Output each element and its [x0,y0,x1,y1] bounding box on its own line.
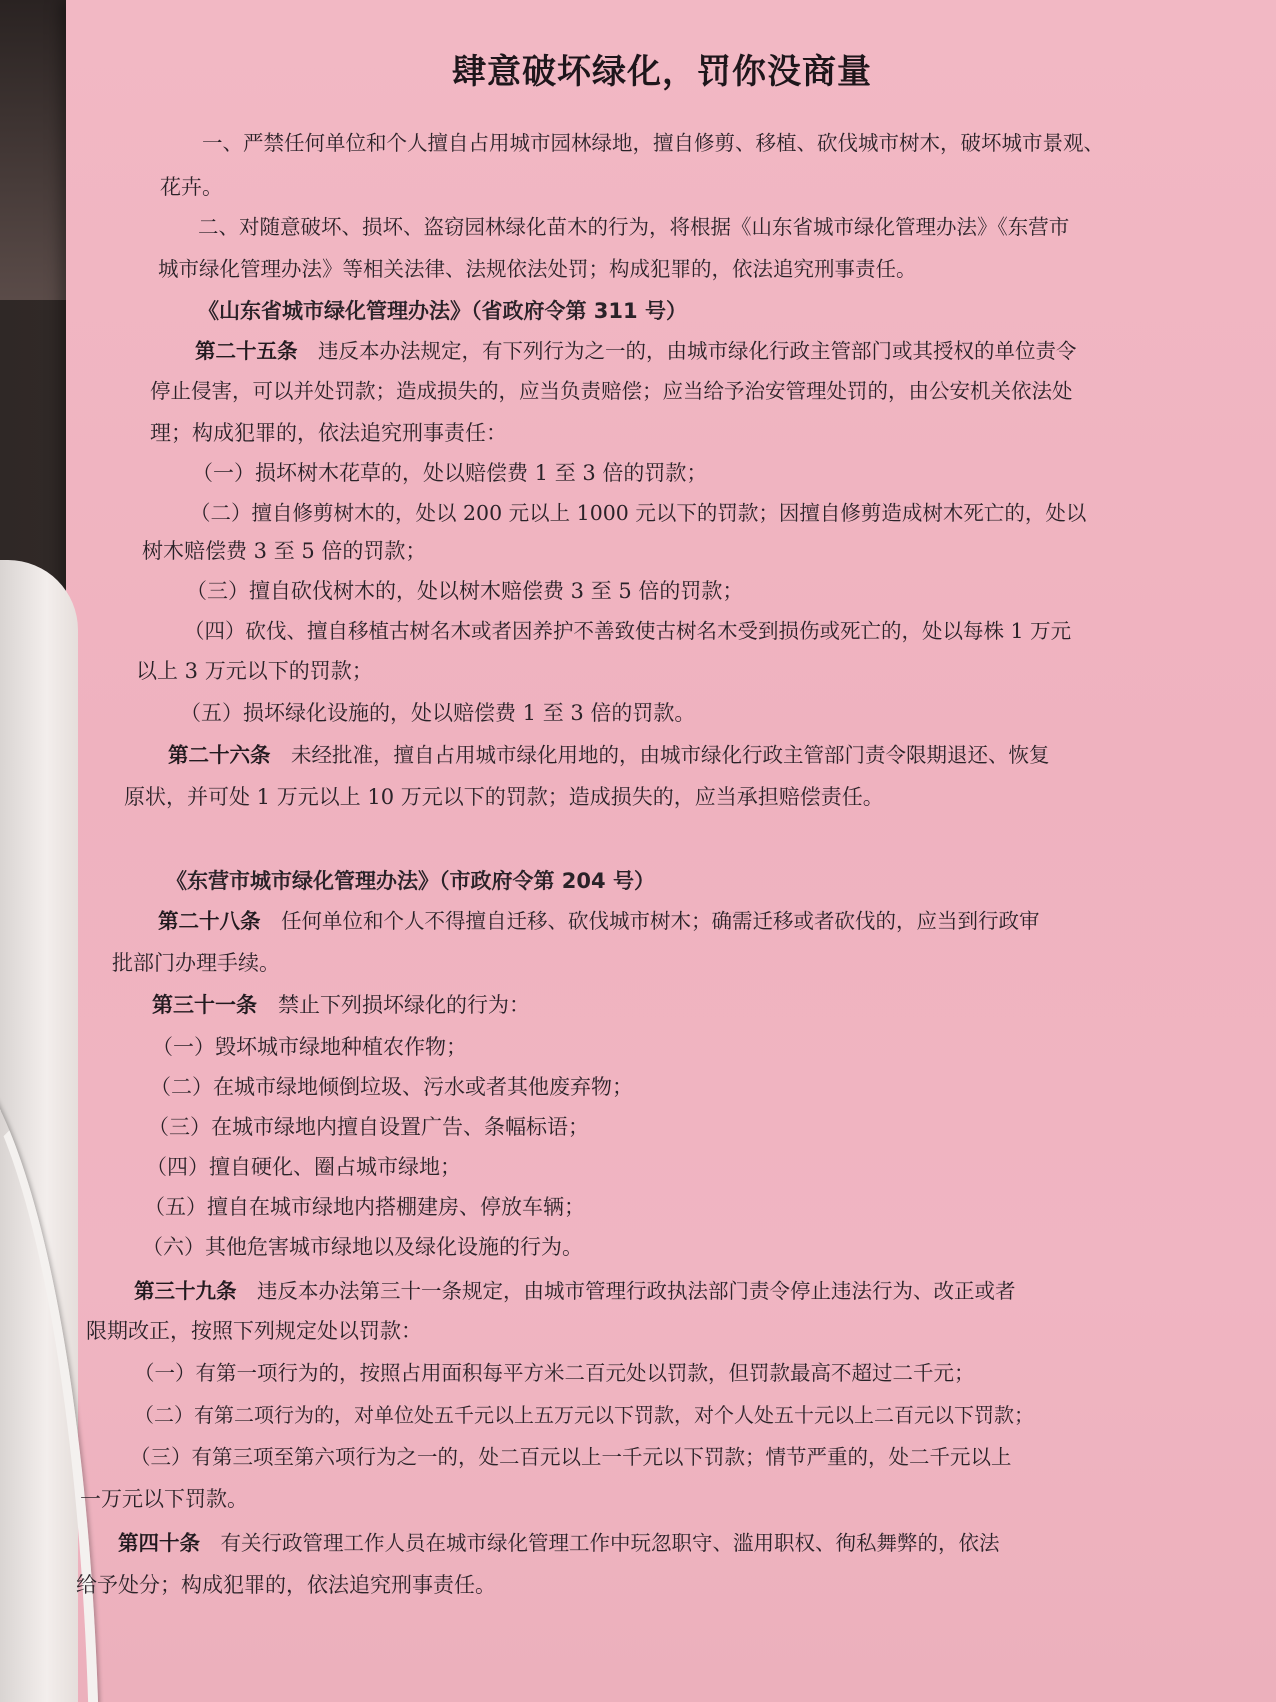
article-39-heading: 第三十九条 [134,1279,237,1303]
article-31-heading: 第三十一条 [152,993,257,1017]
article-31-item: （一）毁坏城市绿地种植农作物； [152,1035,467,1059]
article-40-text: 有关行政管理工作人员在城市绿化管理工作中玩忽职守、滥用职权、徇私舞弊的，依法 [220,1531,1000,1555]
article-31-item: （二）在城市绿地倾倒垃圾、污水或者其他废弃物； [150,1075,633,1099]
article-28-text: 任何单位和个人不得擅自迁移、砍伐城市树木；确需迁移或者砍伐的，应当到行政审 [281,909,1040,933]
article-25-item: （五）损坏绿化设施的，处以赔偿费 1 至 3 倍的罚款。 [180,701,696,725]
article-26-heading: 第二十六条 [168,743,271,767]
article-26-text: 未经批准，擅自占用城市绿化用地的，由城市绿化行政主管部门责令限期退还、恢复 [291,743,1050,767]
article-26-line [168,740,1050,770]
article-39-item: （二）有第二项行为的，对单位处五千元以上五万元以下罚款，对个人处五十元以上二百元以下罚款； [134,1403,1034,1427]
article-28-line [158,906,1040,936]
article-25-item: 树木赔偿费 3 至 5 倍的罚款； [142,539,427,563]
article-40-line: 给予处分；构成犯罪的，依法追究刑事责任。 [76,1573,496,1597]
article-39-item: （一）有第一项行为的，按照占用面积每平方米二百元处以罚款，但罚款最高不超过二千元； [134,1361,975,1385]
article-25-item: （四）砍伐、擅自移植古树名木或者因养护不善致使古树名木受到损伤或死亡的，处以每株 1 万元 [184,619,1072,643]
dongying-law-title: 《东营市城市绿化管理办法》（市政府令第 204 号） [166,869,655,893]
article-26-line: 原状，并可处 1 万元以上 10 万元以下的罚款；造成损失的，应当承担赔偿责任。 [124,785,884,809]
article-40-line [118,1528,1000,1558]
article-25-heading: 第二十五条 [195,339,298,363]
article-25-item: 以上 3 万元以下的罚款； [136,659,373,683]
shandong-law-title: 《山东省城市绿化管理办法》（省政府令第 311 号） [198,299,687,323]
intro-line: 一、严禁任何单位和个人擅自占用城市园林绿地，擅自修剪、移植、砍伐城市树木，破坏城市景观、 [202,131,1104,155]
article-31-text: 禁止下列损坏绿化的行为： [278,993,530,1017]
article-25-item: （二）擅自修剪树木的，处以 200 元以上 1000 元以下的罚款；因擅自修剪造成树木死亡的，处以 [190,501,1087,525]
intro-line: 花卉。 [160,175,223,199]
article-25-item: （三）擅自砍伐树木的，处以树木赔偿费 3 至 5 倍的罚款； [186,579,744,603]
intro-line: 城市绿化管理办法》等相关法律、法规依法处罚；构成犯罪的，依法追究刑事责任。 [158,257,917,281]
document-title: 肆意破坏绿化，罚你没商量 [452,52,872,92]
article-31-item: （六）其他危害城市绿地以及绿化设施的行为。 [142,1235,583,1259]
article-39-item: （三）有第三项至第六项行为之一的，处二百元以上一千元以下罚款；情节严重的，处二千元以上 [130,1445,1012,1469]
article-39-line [134,1276,1016,1306]
article-28-line: 批部门办理手续。 [112,951,280,975]
article-25-line: 停止侵害，可以并处罚款；造成损失的，应当负责赔偿；应当给予治安管理处罚的，由公安机关依法处 [150,379,1073,403]
article-28-heading: 第二十八条 [158,909,261,933]
article-25-item: （一）损坏树木花草的，处以赔偿费 1 至 3 倍的罚款； [192,461,708,485]
article-25-text: 违反本办法规定，有下列行为之一的，由城市绿化行政主管部门或其授权的单位责令 [318,339,1077,363]
article-39-item: 一万元以下罚款。 [80,1487,248,1511]
article-31-line [152,990,530,1020]
article-31-item: （三）在城市绿地内擅自设置广告、条幅标语； [148,1115,589,1139]
article-31-item: （五）擅自在城市绿地内搭棚建房、停放车辆； [144,1195,585,1219]
article-31-item: （四）擅自硬化、圈占城市绿地； [146,1155,461,1179]
article-39-text: 违反本办法第三十一条规定，由城市管理行政执法部门责令停止违法行为、改正或者 [257,1279,1016,1303]
intro-line: 二、对随意破坏、损坏、盗窃园林绿化苗木的行为，将根据《山东省城市绿化管理办法》《东营市 [198,215,1070,239]
article-25-line [195,336,1077,366]
article-39-line: 限期改正，按照下列规定处以罚款： [86,1319,422,1343]
article-40-heading: 第四十条 [118,1531,200,1555]
article-25-line: 理；构成犯罪的，依法追究刑事责任： [150,421,507,445]
